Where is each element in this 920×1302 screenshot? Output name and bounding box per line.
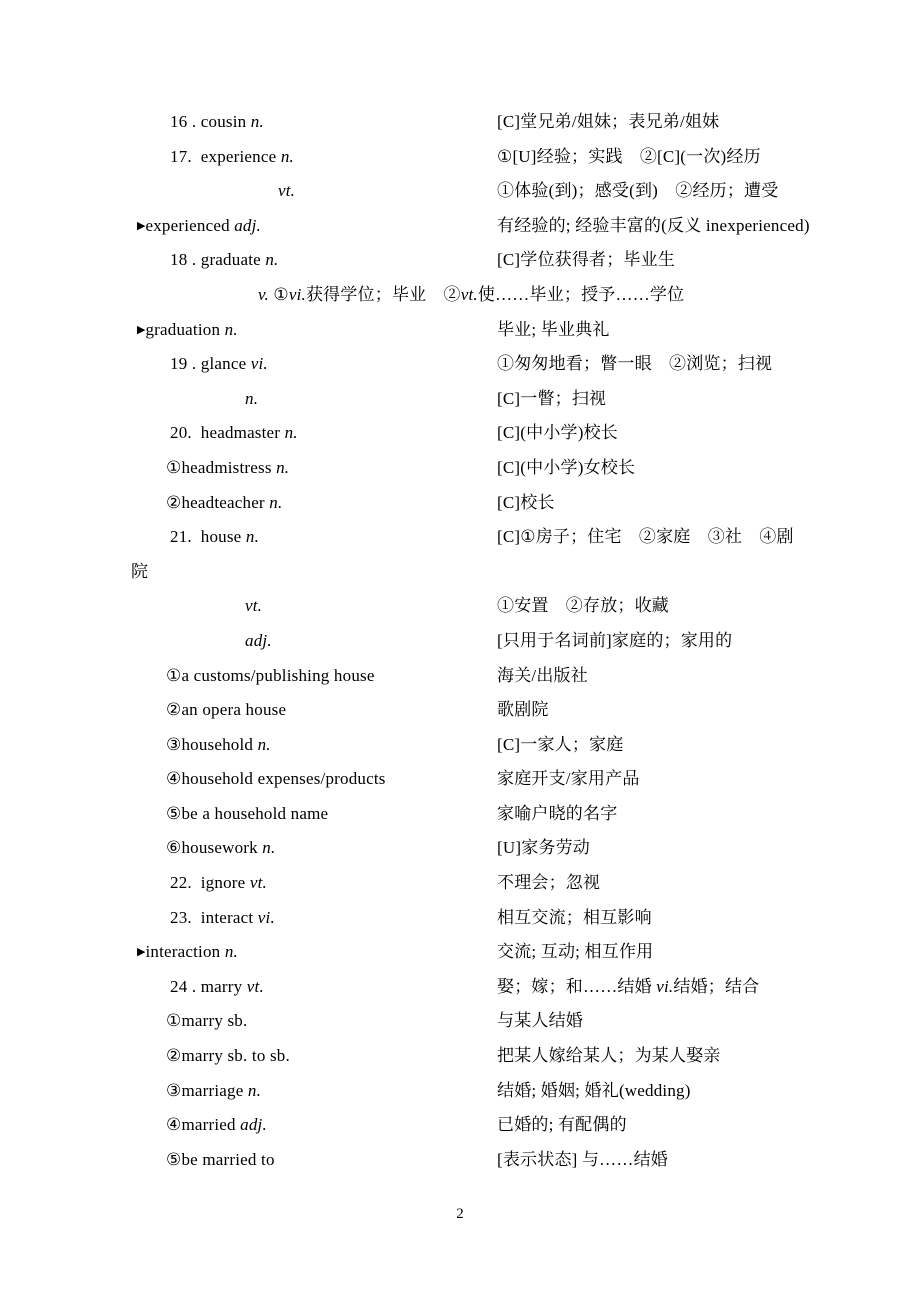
text-segment: headmaster [200,423,285,443]
text-segment: ①marry sb. [166,1011,248,1031]
entry-definition [497,595,669,616]
entry-definition [497,1114,627,1135]
entry-term [166,1080,261,1101]
text-segment: ignore [200,873,250,893]
text-segment: ②headteacher [166,492,270,512]
part-of-speech-label: n. [245,388,259,408]
text-segment: 19 . [170,354,201,374]
part-of-speech-label: vt. [460,284,478,304]
text-segment: [C]堂兄弟/姐妹；表兄弟/姐妹 [497,112,720,131]
vocab-row [0,314,920,349]
text-segment: [C](中小学)校长 [497,423,618,443]
entry-term [166,837,275,858]
entry-definition [497,319,610,340]
part-of-speech-label: vt. [278,181,296,201]
text-segment: [C]校长 [497,492,555,512]
entry-definition [497,1149,668,1170]
vocab-row [0,1005,920,1040]
text-segment: ①a customs/publishing house [166,665,375,685]
entry-definition [497,872,600,893]
text-segment: 结婚; 婚姻; 婚礼(wedding) [497,1080,691,1100]
text-segment: 院 [131,561,149,581]
text-segment: 家庭开支/家用产品 [497,769,640,789]
text-segment: 使……毕业；授予……学位 [477,284,685,304]
text-segment: 海关/出版社 [497,665,588,685]
entry-term [137,941,238,962]
text-segment: ③household [166,734,258,754]
vocab-row [0,487,920,522]
entry-term [245,595,262,616]
text-segment: house [200,527,246,547]
entry-term [166,1010,247,1031]
text-segment: ⑤be a household name [166,803,329,823]
part-of-speech-label: n. [276,457,290,477]
text-segment: ① [268,284,289,304]
part-of-speech-label: n. [257,734,271,754]
text-segment: 娶；嫁；和……结婚 [497,976,657,996]
text-segment: graduate [200,250,266,270]
vocab-row [0,279,920,314]
text-segment: ①headmistress [166,457,277,477]
entry-term [245,630,272,651]
vocab-row [0,936,920,971]
text-segment: 17. [170,146,201,166]
part-of-speech-label: n. [265,250,279,270]
vocab-row [0,141,920,176]
entry-term [170,907,275,928]
entry-term [170,146,294,167]
entry-definition [497,1010,583,1031]
entry-term [170,872,267,893]
vocab-row [0,106,920,141]
text-segment: ④household expenses/products [166,769,386,789]
text-segment: [C]①房子；住宅 ②家庭 ③社 ④剧 [497,527,794,547]
entry-term [166,699,286,720]
part-of-speech-label: vt. [246,976,264,996]
vocab-row [0,556,920,591]
text-segment: ①匆匆地看；瞥一眼 ②浏览；扫视 [497,354,773,374]
vocab-list [0,106,920,1178]
text-segment: 22. [170,873,201,893]
text-segment: 获得学位；毕业 ② [305,284,461,304]
text-segment: glance [200,354,251,374]
derived-word-marker-icon: ▶ [137,219,146,232]
part-of-speech-label: vi. [250,354,268,374]
derived-word-marker-icon: ▶ [137,946,146,959]
entry-term [170,976,264,997]
entry-definition [497,249,675,270]
vocab-row [0,971,920,1006]
entry-term [131,561,148,582]
vocab-row [0,867,920,902]
text-segment: 歌剧院 [497,700,549,720]
entry-term [166,768,386,789]
vocab-row [0,763,920,798]
entry-definition [497,146,761,167]
part-of-speech-label: vt. [245,596,263,616]
part-of-speech-label: adj. [240,1115,267,1135]
part-of-speech-label: vi. [257,907,275,927]
vocab-row [0,452,920,487]
part-of-speech-label: n. [284,423,298,443]
entry-term [278,180,295,201]
text-segment: 23. [170,907,201,927]
entry-definition [497,215,810,236]
entry-definition [497,353,772,374]
text-segment: experienced [145,215,235,235]
entry-term [166,457,289,478]
part-of-speech-label: n. [245,527,260,547]
entry-definition [497,837,590,858]
vocab-row [0,417,920,452]
text-segment: [U]家务劳动 [497,838,590,858]
part-of-speech-label: n. [269,492,283,512]
entry-definition [497,734,623,755]
entry-term [166,665,375,686]
entry-definition [497,526,794,547]
text-segment: [C]一家人；家庭 [497,734,624,754]
entry-term [166,1045,290,1066]
part-of-speech-label: n. [250,112,264,131]
entry-term [170,249,278,270]
vocab-row [0,1075,920,1110]
text-segment: ②an opera house [166,700,287,720]
entry-term [170,422,298,443]
entry-term [170,353,268,374]
entry-definition [497,388,606,409]
text-segment: ③marriage [166,1080,248,1100]
part-of-speech-label: adj. [234,215,262,235]
part-of-speech-label: vi. [656,976,674,996]
entry-term [166,1114,267,1135]
vocab-row [0,383,920,418]
text-segment: 结婚；结合 [673,976,760,996]
part-of-speech-label: n. [247,1080,262,1100]
page-number: 2 [456,1206,464,1222]
part-of-speech-label: vt. [249,873,267,893]
entry-term [245,388,258,409]
text-segment: ①安置 ②存放；收藏 [497,596,669,616]
vocab-row [0,590,920,625]
entry-definition [497,976,759,997]
text-segment: graduation [145,319,225,339]
text-segment: 家喻户晓的名字 [497,803,618,823]
text-segment: 交流; 互动; 相互作用 [497,942,654,962]
entry-term [166,803,328,824]
derived-word-marker-icon: ▶ [137,323,146,336]
text-segment: 21. [170,527,201,547]
text-segment: ①[U]经验；实践 ②[C](一次)经历 [497,146,761,166]
vocab-row [0,348,920,383]
text-segment: [C]一瞥；扫视 [497,388,607,408]
entry-term [166,734,271,755]
text-segment: 20. [170,423,201,443]
text-segment: ④married [166,1115,241,1135]
vocab-row [0,694,920,729]
part-of-speech-label: n. [224,319,238,339]
text-segment: ⑤be married to [166,1149,275,1169]
entry-definition [497,1080,691,1101]
entry-definition [497,180,778,201]
vocab-row [0,1109,920,1144]
text-segment: 24 . [170,976,201,996]
vocab-row [0,210,920,245]
text-segment: 18 . [170,250,201,270]
vocab-row [0,175,920,210]
vocab-row [0,832,920,867]
text-segment: [C](中小学)女校长 [497,457,636,477]
part-of-speech-label: adj. [245,630,272,650]
vocab-row [0,1040,920,1075]
vocab-row [0,244,920,279]
entry-term [166,1149,275,1170]
entry-term [170,111,264,132]
entry-definition [497,492,555,513]
text-segment: 已婚的; 有配偶的 [497,1115,627,1135]
vocab-row [0,902,920,937]
entry-term [137,319,238,340]
entry-definition [497,803,617,824]
text-segment: ⑥housework [166,838,263,858]
part-of-speech-label: vi. [288,284,306,304]
text-segment: ①体验(到)；感受(到) ②经历；遭受 [497,181,779,201]
entry-term [137,215,261,236]
entry-definition [497,699,549,720]
text-segment: experience [200,146,281,166]
text-segment: 不理会；忽视 [497,873,601,893]
entry-definition [497,665,588,686]
entry-definition [497,422,618,443]
part-of-speech-label: v. [258,284,269,304]
text-segment: [C]学位获得者；毕业生 [497,250,676,270]
entry-term [166,492,282,513]
vocab-row [0,521,920,556]
part-of-speech-label: n. [224,942,238,962]
entry-term [258,284,684,305]
entry-definition [497,630,732,651]
vocab-row [0,798,920,833]
entry-definition [497,907,652,928]
text-segment: interaction [145,942,225,962]
vocab-row [0,729,920,764]
entry-definition [497,1045,721,1066]
text-segment: 相互交流；相互影响 [497,907,652,927]
text-segment: marry [200,976,247,996]
entry-definition [497,457,635,478]
text-segment: [表示状态] 与……结婚 [497,1149,668,1169]
text-segment: interact [200,907,258,927]
text-segment: 把某人嫁给某人；为某人娶亲 [497,1046,721,1066]
entry-term [170,526,259,547]
text-segment: ②marry sb. to sb. [166,1046,290,1066]
part-of-speech-label: n. [280,146,294,166]
vocab-row [0,660,920,695]
text-segment: 16 . [170,112,201,131]
entry-definition [497,768,640,789]
entry-definition [497,111,719,132]
text-segment: 有经验的; 经验丰富的(反义 inexperienced) [497,215,810,235]
text-segment: [只用于名词前]家庭的；家用的 [497,630,733,650]
text-segment: 与某人结婚 [497,1011,583,1031]
text-segment: 毕业; 毕业典礼 [497,319,610,339]
part-of-speech-label: n. [262,838,276,858]
entry-definition [497,941,653,962]
text-segment: cousin [200,112,251,131]
vocab-row [0,625,920,660]
vocab-row [0,1144,920,1179]
